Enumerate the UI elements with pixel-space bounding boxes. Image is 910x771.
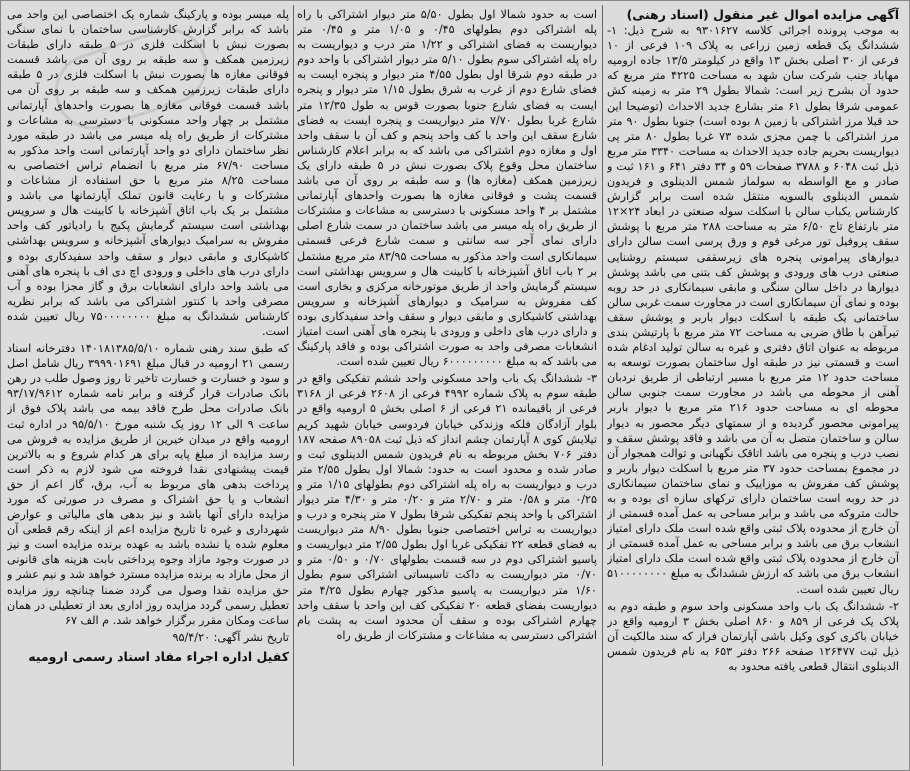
notice-item-2: ۲- ششدانگ یک باب واحد مسکونی واحد سوم و طبقه دوم به پلاک یک فرعی از ۸۵۹ و ۸۶۰ اصلی بخش ۳ ارومیه واقع در خیابان باکری کوی وکیل باشی آپارتمان فراز که سند مالکیت آن ذیل ثبت ۱۲۶۴۷۷ صفحه ۲۶۶ دفتر ۶۵۳ به نام فریدون شمس الدینلوی انتقال قطعی یافته محدود به <box>607 599 899 674</box>
column-divider <box>602 5 603 766</box>
notice-item-2-continued: است به حدود شمالا اول بطول ۵/۵۰ متر دیوار اشتراکی با راه پله اشتراکی دوم بطولهای ۰/۴۵ و ۱/۰۵ متر و ۰/۴۵ متر دیواریست به فضای اشتراکی و ۱/۲۲ متر درب و دیواریست به راه پله اشتراکی سوم بطول ۵/۱۰ متر دیوار اشتراکی با واحد دوم در طبقه دوم شرقا اول بطول ۴/۵۵ متر دیوار و پنجره ایست به فضای شارع دوم از غرب به شرق بطول ۱/۱۵ متر دیوار و پنجره ایست به فضای شارع جنوبا بصورت قوس به طول ۱۲/۳۵ متر شارع غربا بطول ۷/۷۰ متر دیواریست و پنجره ایست به فضای شارع سقف این واحد با کف واحد پنجم و کف آن با سقف واحد اول و مغازه دوم اشتراکی می باشد که به برابر اعلام کارشناس ساختمان محل وقوع پلاک بصورت نبش در ۵ طبقه دارای یک زیرزمین همکف (مغازه ها) و سه طبقه بر روی آن می باشد قسمت پشت و فوقانی مغازه ها بصورت واحدهای آپارتمانی مشتمل بر ۴ واحد مسکونی با دسترسی به مشاعات و مشترکات از طریق راه پله میسر می باشد ساختمان در سمت شارع اصلی دارای نمای آجر سه سانتی و سمت شارع فرعی قسمتی سیمانکاری است واحد مذکور به مساحت ۸۳/۹۵ متر مربع مشتمل بر ۲ باب اتاق آشپزخانه با کابینت هال و سرویس بهداشتی است سیستم گرمایش واحد از طریق موتورخانه مرکزی و بخاری است کف مفروش به سرامیک و دیوارهای آشپزخانه و سرویس بهداشتی کاشیکاری و مابقی دیوار و سقف واحد سفیدکاری بوده و دارای درب های داخلی و ورودی با پنجره های آهنی است امتیاز انشعابات مصرفی واحد به صورت اشتراکی بوده و فاقد پارکینگ می باشد که به مبلغ ۶۰۰۰۰۰۰۰۰۰ ریال تعیین شده است. <box>297 8 597 369</box>
column-divider <box>293 5 294 766</box>
signature: کفیل اداره اجراء مفاد اسناد رسمی ارومیه <box>28 648 289 664</box>
notice-intro: به موجب پرونده اجرائی کلاسه ۹۳۰۱۶۲۷ به شرح ذیل: ۱- ششدانگ یک قطعه زمین زراعی به پلاک ۱۰۹ فرعی از ۱۰ فرعی از ۳۰ اصلی بخش ۱۳ واقع در کیلومتر ۱۳/۵ جاده ارومیه مهاباد جنب شرکت سان شهد به مساحت ۴۲۲۵ متر مربع که حدود آن بشرح زیر است: شمالا بطول ۲۹ متر به زمینه کش عمومی شرقا بطول ۶۱ متر بشارع جدید الاحداث (توضیحا این حد قبلا مرز اشتراکی با زمین ۸ بوده است) جنوبا بطول ۹۰ متر مرز اشتراکی با چمن مجزی شده ۷۳ غربا بطول ۸۰ متر پی دیواریست بحریم جاده جدید الاحداث به مساحت ۳۳۴۰ متر مربع ذیل ثبت ۶۰۴۸ و ۳۷۸۸ صفحات ۵۹ و ۳۴ دفتر ۶۴۱ و ۱۶۱ ثبت و صادر و مع الواسطه به سولماز شمس الدینلوی و فریدون شمس الدینلوی بالسویه منتقل شده است برابر گزارش کارشناس یکباب سالن با اسکلت سوله صنعتی در ابعاد ۲۴×۱۲ متر بارتفاع تاج ۶/۵۰ متر به مساحت ۲۸۸ متر مربع با پوشش سقف پروفیل تور مرغی فوم و ورق پرسی است سالن دارای دیوارهای پیرامونی پنجره های زیرسقفی سیستم روشنایی صنعتی درب های ورودی و پوشش کف بتنی می باشد پوشش دیوارها در داخل سالن سنگی و مابقی سیمانکاری در حد روبه بوده و نمای آن سیمانکاری است در مجاورت سمت غربی سالن ساختمانی یک طبقه با اسکلت دیوار باربر و پوشش سقف تیرآهن با طاق ضربی به مساحت ۷۲ متر مربع با پارتیشن بندی مربوطه به عنوان اتاق دفتری و غیره به سالن تولید ادغام شده است و قسمتی نیز در طبقه اول ساختمان بصورت توسعه به مساحت حدود ۱۲ متر مربع با مسیر ارتباطی از طریق نردبان آهنی از محوطه می باشد در مجاورت سمت جنوبی سالن محوطه ای به مساحت حدود ۲۱۶ متر مربع با دیوار باربر پیرامونی محصور گردیده و از سمتهای دیگر محصور به دیوار سالن و ساختمان متصل به آن می باشد و فاقد پوشش سقف و نصب درب و پنجره می باشد اتاقک نگهبانی و توالت همجوار آن در مجموع بمساحت حدود ۳۷ متر مربع با اسکلت دیوار باربر و پوشش کف مفروش به موزاییک و نمای ساختمان سیمانکاری در حد روبه است ساختمان دارای ترکهای سازه ای بوده و به حالت متروکه می باشد و برابر مساحی به عمل آمده قسمتی از آن خارج از محدوده پلاک ثبتی واقع شده است ملک دارای امتیاز انشعاب برق می باشد و برابر مساحی به عمل آمده قسمتی از آن خارج از محدوده پلاک ثبتی واقع شده است ملک دارای امتیاز انشعاب برق می باشد که ارزش ششدانگ به مبلغ ۵۱۰۰۰۰۰۰۰۰ ریال تعیین شده است. <box>607 24 899 596</box>
notice-item-3: ۳- ششدانگ یک باب واحد مسکونی واحد ششم تفکیکی واقع در طبقه سوم به پلاک شماره ۴۹۹۲ فرعی از ۲۶۰۸ فرعی از ۳۱۶۸ فرعی از باقیمانده ۲۱ فرعی از ۶ اصلی بخش ۵ ارومیه واقع در بلوار آزادگان فلکه وزندکی خیابان فردوسی خیابان شهید کریم تیلایش کوی ۸ آپارتمان چشم انداز که ذیل ثبت ۸۹۰۵۸ صفحه ۱۸۷ دفتر ۷۰۶ بخش مربوطه به نام فریدون شمس الدینلوی ثبت و صادر شده و محدود است به حدود: شمالا اول بطول ۲/۵۵ متر درب و دیواریست به راه پله اشتراکی دوم بطولهای ۱/۱۵ متر و ۰/۲۵ متر و ۰/۵۸ متر و ۲/۷۰ متر و ۰/۲۰ متر و ۴/۳۰ متر دیوار اشتراکی با واحد پنجم تفکیکی شرقا بطول ۷ متر پنجره و درب و دیواریست به تراس اختصاصی جنوبا بطول ۸/۹۰ متر دیواریست به فضای قطعه ۲۲ تفکیکی غربا اول بطول ۲/۵۵ متر دیواریست و پاسیو اشتراکی دوم در سه قسمت بطولهای ۰/۷۰ و ۰/۵۰ متر و ۰/۷۰ متر دیواریست به داکت تاسیساتی اشتراکی سوم بطول ۱/۶۰ متر دیواریست به پاسیو مذکور چهارم بطول ۴/۲۵ متر دیواریست بفضای قطعه ۲۰ تفکیکی کف این واحد با سقف واحد چهارم اشتراکی بوده و سقف آن محدود است به پشت بام اشتراکی دسترسی به مشاعات و مشترکات از طریق راه <box>297 372 597 642</box>
notice-terms: که طبق سند رهنی شماره ۱۴۰۱۸۱۳۸۵/۵/۱۰ دفترخانه اسناد رسمی ۲۱ ارومیه در قبال مبلغ ۳۹۹۹۰۱۶۹۱ ریال شامل اصل و سود و خسارت و خسارت تاخیر تا روز وصول طلب در رهن بانک صادرات قرار گرفته و برابر نامه شماره ۹۳/۱۷/۹۶۱۲ بانک صادرات محل طرح فاقد بیمه می باشد پلاک فوق از ساعت ۹ الی ۱۲ روز یک شنبه مورخ ۹۵/۵/۱۰ در اداره ثبت ارومیه واقع در میدان خیرین از طریق مزایده به فروش می رسد مزایده از مبلغ پایه برای هر کدام شروع و به بالاترین قیمت پیشنهادی نقدا فروخته می شود لازم به ذکر است پرداخت بدهی های مربوط به آب، برق، گاز اعم از حق انشعاب و یا حق اشتراک و مصرف در صورتی که مورد مزایده دارای آنها باشد و نیز بدهی های مالیاتی و عوارض شهرداری و غیره تا تاریخ مزایده اعم از اینکه رقم قطعی آن معلوم شده یا نشده باشد به عهده برنده مزایده است و نیز در صورت وجود مازاد وجوه پرداختی بابت هزینه های قانونی از محل مازاد به برنده مزایده مسترد خواهد شد و نیم عشر و حق مزایده نقدا وصول می گردد ضمنا چنانچه روز مزایده تعطیل رسمی گردد مزایده روز اداری بعد از تعطیلی در همان ساعت ومکان مقرر برگزار خواهد شد. م الف ۶۷ <box>7 342 289 627</box>
column-right <box>607 7 899 764</box>
column-middle <box>297 7 597 764</box>
notice-item-3-continued: پله میسر بوده و پارکینگ شماره یک اختصاصی این واحد می باشد که برابر گزارش کارشناسی ساختمان با نمای سنگی بصورت نبش با اسکلت فلزی در ۵ طبقه دارای طبقات زیرزمین همکف و سه طبقه بر روی آن می باشد قسمت فوقانی مغازه ها بصورت نبش با اسکلت فلزی در ۵ طبقه دارای طبقات زیرزمین همکف و سه طبقه بر روی آن می باشد قسمت فوقانی مغازه ها بصورت واحدهای آپارتمانی مشتمل بر چهار واحد مسکونی با دسترسی به مشاعات و مشترکات از طریق راه پله میسر می باشد در طبقه مورد نظر ساختمان دارای دو واحد آپارتمانی است واحد مذکور به مساحت ۶۷/۹۰ متر مربع با انضمام تراس اختصاصی به مساحت ۸/۲۵ متر مربع با حق استفاده از مشاعات و مشترکات و با رعایت قانون تملک آپارتمانها می باشد و مشتمل بر یک باب اتاق آشپزخانه با کابینت هال و سرویس بهداشتی است سیستم گرمایش پکیج با رادیاتور کف واحد مفروش به سرامیک دیوارهای آشپزخانه و سرویس بهداشتی کاشیکاری و مابقی دیوار و سقف واحد سفیدکاری بوده و دارای درب های داخلی و ورودی اچ دی اف با پنجره های آهنی می باشد واحد دارای انشعابات برق و گاز مجزا بوده و آب مصرفی واحد با کنتور اشتراکی می باشد که برابر نظریه کارشناس ششدانگ به مبلغ ۷۵۰۰۰۰۰۰۰۰ ریال تعیین شده است. <box>7 8 289 338</box>
notice-title: آگهی مزایده اموال غیر منقول (اسناد رهنی) <box>626 7 899 22</box>
publication-date: تاریخ نشر آگهی: ۹۵/۴/۲۰ <box>172 630 289 644</box>
column-left <box>7 7 289 764</box>
